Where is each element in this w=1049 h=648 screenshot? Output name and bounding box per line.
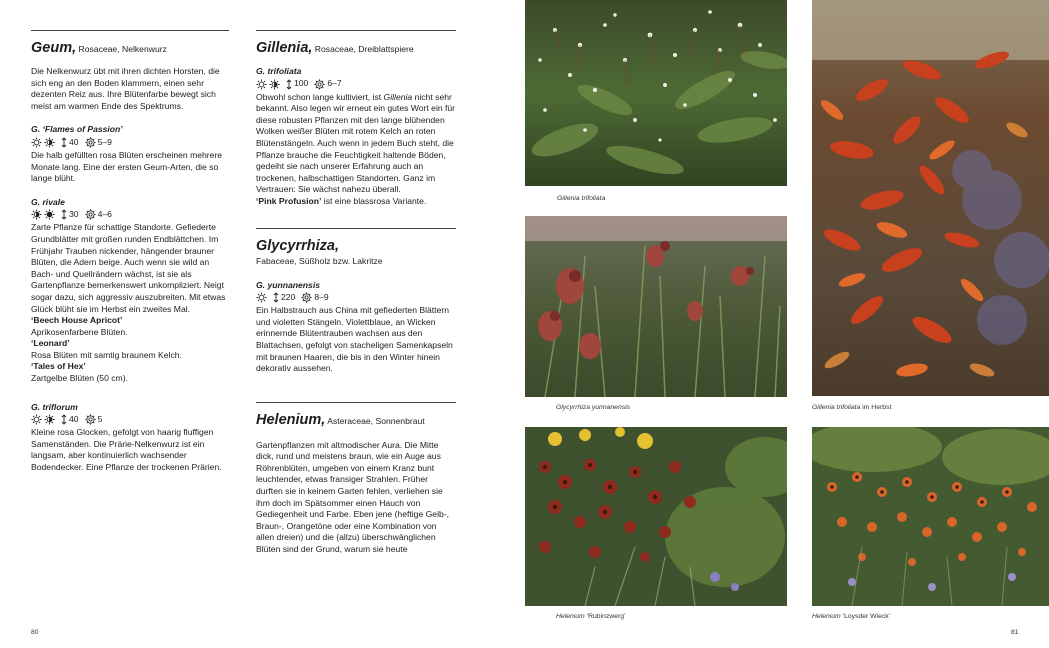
- hardiness-zone-icon: [301, 292, 328, 304]
- glycyrrhiza-text: Ein Halbstrauch aus China mit gefiederten Blättern und violetten Stängeln. Violettblaue, an Wicken erinnernde Blütentrauben wachsen aus den Blattachsen, gefolgt von stacheligen Samenkapseln mit braunen Haaren, die bis in den Winter hinein dekorativ aussehen.: [256, 305, 453, 374]
- halfshade-shade-icon: [31, 209, 55, 220]
- species-name: G. triflorum: [31, 401, 78, 412]
- photo-helenium-loysder-wieck: [812, 427, 1049, 606]
- genus-name: Geum,: [31, 40, 77, 56]
- helenium-heading: [256, 413, 456, 428]
- page-number-left: 80: [31, 629, 39, 636]
- glycyrrhiza-heading: [256, 239, 456, 268]
- section-rule: [31, 30, 229, 31]
- hardiness-zone-icon: [85, 209, 112, 221]
- caption-gillenia-trifoliata: Gillenia trifoliata: [557, 195, 606, 202]
- helenium-intro: Gartenpflanzen mit altmodischer Aura. Die Mitte dick, rund und meistens braun, wie ein Auge aus Röhrenblüten, umgeben von einem Kranz bunt leuchtender, etwas fransiger Strahlen. Früher durften sie in keinem Garten fehlen, verliehen sie ihm doch im Spätsommer einen Hauch von Gediegenheit und Farbe. Eben jene (heftige Gelb-, Braun-, Orangetöne oder eine Kombination von allen dreien) und die (allzu) überschwänglichen Blüten sind der Grund, warum sie heute: [256, 439, 450, 555]
- photo-glycyrrhiza: [525, 216, 787, 397]
- height-icon: [61, 209, 79, 221]
- symbol-row: [256, 78, 456, 91]
- height-value: 40: [69, 136, 79, 147]
- height-value: 100: [294, 78, 309, 89]
- symbol-row: [31, 413, 229, 426]
- hardiness-zone-icon: [314, 78, 341, 90]
- species-name: G. rivale: [31, 196, 65, 207]
- cultivar-name: ‘Tales of Hex’: [31, 361, 86, 372]
- height-value: 40: [69, 413, 79, 424]
- caption-italic: Helenium: [556, 613, 585, 620]
- sun-halfshade-icon: [31, 414, 55, 425]
- genus-family: Rosaceae, Dreiblattspiere: [312, 44, 414, 54]
- section-rule: [256, 228, 456, 229]
- species-name: G. ‘Flames of Passion’: [31, 124, 123, 135]
- text-italic: Gillenia: [383, 91, 413, 102]
- cultivar-text: ist eine blassrosa Variante.: [321, 195, 427, 206]
- symbol-row: [31, 208, 229, 221]
- height-icon: [61, 414, 79, 426]
- height-value: 30: [69, 209, 79, 220]
- height-icon: [273, 292, 295, 304]
- zone-value: 4–6: [97, 209, 112, 220]
- caption-helenium-loysder-wieck: [812, 612, 890, 621]
- middle-column: [256, 30, 456, 556]
- species-text: Kleine rosa Glocken, gefolgt von haarig fluffigen Samenständen. Die Prärie-Nelkenwurz ist ein langsam, aber kontinuierlich wachsender Bodendecker. Eine Pflanze der trockenen Prärien.: [31, 427, 222, 473]
- section-rule: [256, 30, 456, 31]
- cultivar-name: ‘Beech House Apricot’: [31, 315, 123, 326]
- caption-plain: ‘Rubinzwerg’: [584, 613, 626, 620]
- genus-name: Gillenia,: [256, 40, 313, 56]
- gillenia-heading: [256, 41, 456, 56]
- species-text: Zarte Pflanze für schattige Standorte. Gefiederte Grundblätter mit großen runden Endblättchen. Im Frühjahr Trauben nickender, hängender brauner Blüten, die Adern beige. Auch wenn sie wild an Bach- und Quellrändern wächst, ist sie als Gartenpflanze bemerkenswert unkompliziert. Neigt sogar dazu, sich aggressiv auszubreiten. Mit etwas Glück blüht sie im Herbst ein zweites Mal.: [31, 222, 226, 314]
- genus-name: Helenium,: [256, 411, 326, 428]
- caption-helenium-rubinzwerg: [556, 612, 626, 621]
- genus-name: Glycyrrhiza,: [256, 237, 340, 254]
- caption-italic: Gillenia trifoliata: [812, 404, 861, 411]
- gillenia-text: [256, 92, 456, 196]
- caption-gillenia-autumn: [812, 403, 891, 412]
- caption-plain: im Herbst: [860, 404, 892, 411]
- height-icon: [61, 137, 79, 149]
- gillenia-cultivar: [256, 196, 456, 208]
- photo-gillenia-autumn: [812, 0, 1049, 396]
- hardiness-zone-icon: [85, 137, 112, 149]
- text-part: Obwohl schon lange kultiviert, ist: [256, 91, 384, 102]
- geum-column: [31, 30, 229, 486]
- species-name: G. trifoliata: [256, 66, 302, 76]
- cultivar-text: Rosa Blüten mit samtig braunem Kelch.: [31, 349, 182, 360]
- geum-intro: Die Nelkenwurz übt mit ihren dichten Horsten, die sich eng an den Boden klammern, einen sehr dezenten Reiz aus. Ihre Blütenfarbe bewegt sich meist am warmen Ende des Spektrums.: [31, 66, 220, 111]
- genus-family: Asteraceae, Sonnenbraut: [325, 415, 425, 426]
- height-icon: [286, 78, 308, 90]
- sun-halfshade-icon: [31, 137, 55, 148]
- cultivar-text: Aprikosenfarbene Blüten.: [31, 326, 128, 337]
- section-rule: [256, 402, 456, 403]
- species-name: G. yunnanensis: [256, 279, 320, 290]
- symbol-row: [256, 291, 456, 304]
- cultivar-text: Zartgelbe Blüten (50 cm).: [31, 373, 128, 384]
- height-value: 220: [281, 291, 296, 302]
- caption-italic: Helenium: [812, 613, 841, 620]
- text-part: nicht sehr bekannt. Also legen wir erneut ein gutes Wort ein für diese robusten Pflanzen mit den lange blühenden Wolken weißer Blüten mit rotem Kelch an roten Blütenstängeln. Auch wenn in jedem Buch steht, die Pflanze brauche die Feuchtigkeit haltende Böden, gedeiht sie nach unserer Erfahrung auch an trockenen, halbschattigen Standorten. Ganz im Vertrauen: Sie wächst nahezu überall.: [256, 91, 456, 195]
- species-triflorum: [31, 402, 229, 474]
- hardiness-zone-icon: [85, 414, 103, 426]
- species-text: Die halb gefüllten rosa Blüten erscheinen mehrere Monate lang. Eine der ersten Geum-Arten, die so lange blüht.: [31, 149, 223, 184]
- species-rivale: [31, 197, 229, 385]
- photo-gillenia-trifoliata: [525, 0, 787, 186]
- sun-icon: [256, 292, 267, 303]
- zone-value: 5–9: [97, 136, 112, 147]
- cultivar-name: ‘Pink Profusion’: [256, 195, 322, 206]
- geum-heading: [31, 41, 229, 56]
- sun-halfshade-icon: [256, 79, 280, 90]
- symbol-row: [31, 136, 229, 149]
- zone-value: 6–7: [327, 78, 342, 89]
- species-flames-of-passion: [31, 124, 229, 184]
- zone-value: 5: [97, 413, 103, 424]
- caption-plain: ‘Loysder Wieck’: [840, 613, 891, 620]
- caption-glycyrrhiza: Glycyrrhiza yunnanensis: [556, 404, 631, 411]
- cultivar-name: ‘Leonard’: [31, 338, 70, 349]
- photo-helenium-rubinzwerg: [525, 427, 787, 606]
- genus-family: Rosaceae, Nelkenwurz: [76, 44, 167, 54]
- zone-value: 8–9: [314, 291, 329, 302]
- page-number-right: 81: [1011, 629, 1019, 636]
- genus-family: Fabaceae, Süßholz bzw. Lakritze: [256, 255, 383, 266]
